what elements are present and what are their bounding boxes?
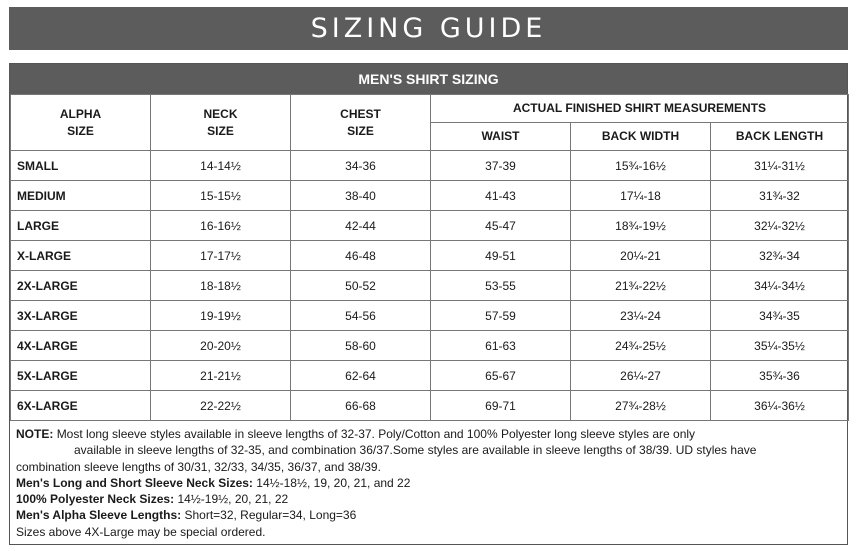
header-alpha-line1: ALPHA: [59, 106, 102, 121]
header-back-width: BACK WIDTH: [571, 123, 711, 151]
neck-sizes-label: Men's Long and Short Sleeve Neck Sizes:: [16, 475, 253, 490]
cell-chest: 62-64: [291, 361, 431, 391]
cell-neck: 22-22½: [151, 391, 291, 421]
cell-back-width: 26¼-27: [571, 361, 711, 391]
header-neck-line2: SIZE: [207, 123, 234, 138]
poly-neck-sizes-value: 14½-19½, 20, 21, 22: [177, 492, 289, 507]
cell-back-length: 34¼-34½: [711, 271, 849, 301]
cell-back-length: 34¾-35: [711, 301, 849, 331]
cell-alpha: 3X-LARGE: [11, 301, 151, 331]
poly-neck-sizes-label: 100% Polyester Neck Sizes:: [16, 492, 175, 507]
cell-chest: 58-60: [291, 331, 431, 361]
cell-neck: 19-19½: [151, 301, 291, 331]
sizing-sheet: [9, 63, 848, 545]
cell-chest: 38-40: [291, 181, 431, 211]
cell-neck: 21-21½: [151, 361, 291, 391]
cell-waist: 57-59: [431, 301, 571, 331]
sizing-table: [10, 94, 849, 421]
table-row: [11, 271, 849, 301]
cell-alpha: 5X-LARGE: [11, 361, 151, 391]
cell-neck: 14-14½: [151, 151, 291, 181]
table-row: [11, 151, 849, 181]
cell-alpha: X-LARGE: [11, 241, 151, 271]
cell-back-length: 35¼-35½: [711, 331, 849, 361]
cell-waist: 61-63: [431, 331, 571, 361]
cell-alpha: 6X-LARGE: [11, 391, 151, 421]
cell-back-width: 18¾-19½: [571, 211, 711, 241]
cell-alpha: MEDIUM: [11, 181, 151, 211]
poly-neck-sizes-note: [16, 491, 842, 507]
cell-chest: 46-48: [291, 241, 431, 271]
header-back-length: BACK LENGTH: [711, 123, 849, 151]
sleeve-lengths-value: Short=32, Regular=34, Long=36: [184, 508, 357, 523]
cell-back-width: 23¼-24: [571, 301, 711, 331]
cell-waist: 45-47: [431, 211, 571, 241]
special-order-note: Sizes above 4X-Large may be special ordered.: [16, 524, 266, 539]
header-neck: [151, 95, 291, 151]
cell-alpha: 2X-LARGE: [11, 271, 151, 301]
cell-waist: 37-39: [431, 151, 571, 181]
table-row: [11, 181, 849, 211]
header-chest: [291, 95, 431, 151]
cell-alpha: SMALL: [11, 151, 151, 181]
cell-waist: 41-43: [431, 181, 571, 211]
notes: [16, 426, 842, 540]
cell-chest: 50-52: [291, 271, 431, 301]
table-title: MEN'S SHIRT SIZING: [10, 64, 847, 94]
header-neck-line1: NECK: [203, 106, 238, 121]
cell-back-length: 31¼-31½: [711, 151, 849, 181]
cell-back-width: 15¾-16½: [571, 151, 711, 181]
header-measurements-group: ACTUAL FINISHED SHIRT MEASUREMENTS: [431, 95, 849, 123]
neck-sizes-value: 14½-18½, 19, 20, 21, and 22: [256, 475, 411, 490]
note-line1: Most long sleeve styles available in sleeve lengths of 32-37. Poly/Cotton and 100% Polyester long sleeve styles are only: [56, 427, 696, 441]
note-label: NOTE:: [16, 427, 54, 441]
sleeve-lengths-label: Men's Alpha Sleeve Lengths:: [16, 508, 182, 523]
cell-alpha: 4X-LARGE: [11, 331, 151, 361]
table-row: [11, 301, 849, 331]
cell-neck: 16-16½: [151, 211, 291, 241]
sleeve-lengths-note: [16, 507, 842, 523]
header-alpha: [11, 95, 151, 151]
cell-back-width: 24¾-25½: [571, 331, 711, 361]
cell-back-length: 36¼-36½: [711, 391, 849, 421]
cell-waist: 69-71: [431, 391, 571, 421]
header-chest-line1: CHEST: [340, 106, 381, 121]
cell-waist: 65-67: [431, 361, 571, 391]
table-row: [11, 361, 849, 391]
cell-alpha: LARGE: [11, 211, 151, 241]
cell-waist: 49-51: [431, 241, 571, 271]
note-line3: combination sleeve lengths of 30/31, 32/33, 34/35, 36/37, and 38/39.: [16, 459, 381, 474]
neck-sizes-note: [16, 475, 842, 491]
table-row: [11, 211, 849, 241]
cell-back-length: 32¾-34: [711, 241, 849, 271]
cell-chest: 54-56: [291, 301, 431, 331]
table-row: [11, 331, 849, 361]
cell-back-width: 27¾-28½: [571, 391, 711, 421]
cell-back-width: 17¼-18: [571, 181, 711, 211]
page-title: SIZING GUIDE: [9, 7, 848, 50]
cell-chest: 34-36: [291, 151, 431, 181]
header-chest-line2: SIZE: [347, 123, 374, 138]
cell-chest: 66-68: [291, 391, 431, 421]
note-line2: available in sleeve lengths of 32-35, and combination 36/37.Some styles are available in sleeve lengths of 38/39. UD styles have: [74, 443, 757, 458]
note-paragraph: [16, 426, 842, 442]
cell-back-length: 32¼-32½: [711, 211, 849, 241]
table-row: [11, 391, 849, 421]
table-row: [11, 241, 849, 271]
cell-neck: 17-17½: [151, 241, 291, 271]
cell-neck: 18-18½: [151, 271, 291, 301]
cell-chest: 42-44: [291, 211, 431, 241]
cell-neck: 15-15½: [151, 181, 291, 211]
cell-back-width: 21¾-22½: [571, 271, 711, 301]
cell-back-length: 31¾-32: [711, 181, 849, 211]
cell-waist: 53-55: [431, 271, 571, 301]
cell-neck: 20-20½: [151, 331, 291, 361]
header-alpha-line2: SIZE: [67, 123, 94, 138]
header-waist: WAIST: [431, 123, 571, 151]
cell-back-length: 35¾-36: [711, 361, 849, 391]
cell-back-width: 20¼-21: [571, 241, 711, 271]
